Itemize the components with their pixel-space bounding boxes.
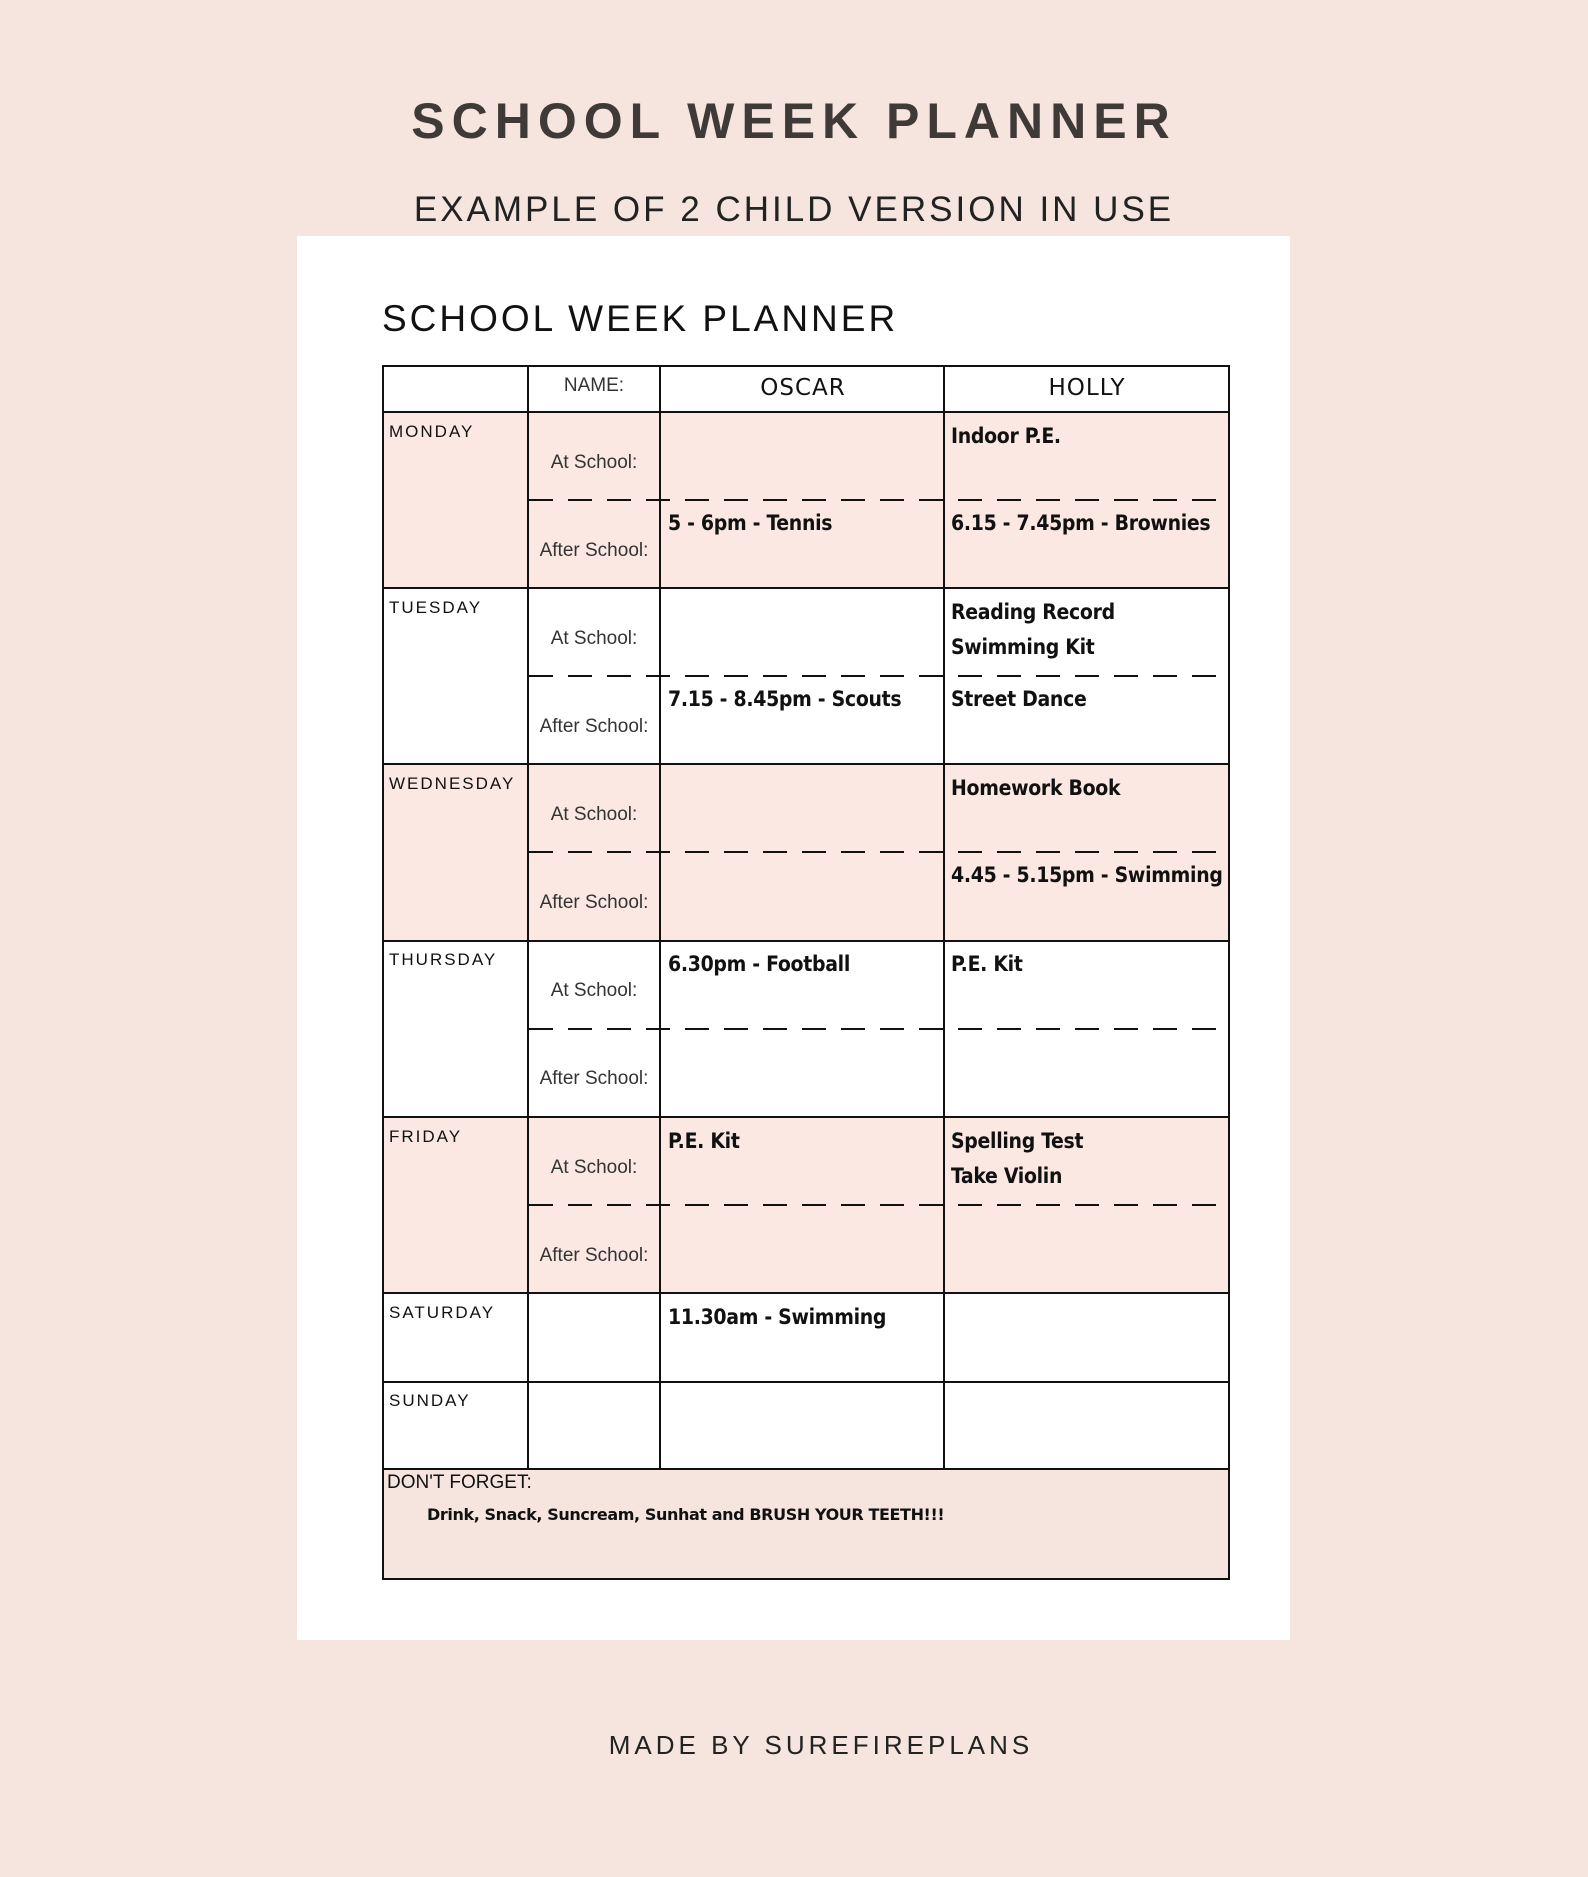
entry-oscar-saturday: 11.30am - Swimming — [668, 1305, 887, 1329]
grid-line — [527, 365, 529, 1470]
entry-holly-at-tuesday: Reading Record Swimming Kit — [951, 600, 1115, 659]
dashed-divider — [529, 1028, 1230, 1030]
day-label: FRIDAY — [389, 1127, 463, 1146]
after-school-label: After School: — [539, 716, 649, 737]
page-subtitle: EXAMPLE OF 2 CHILD VERSION IN USE — [413, 190, 1175, 229]
day-label: THURSDAY — [389, 950, 498, 969]
planner-sheet — [297, 236, 1290, 1640]
dashed-divider — [529, 851, 1230, 853]
dashed-divider — [529, 675, 1230, 677]
dont-forget-label: DON'T FORGET: — [387, 1472, 532, 1493]
entry-holly-at-friday: Spelling Test Take Violin — [951, 1129, 1084, 1188]
entry-holly-at-monday: Indoor P.E. — [951, 424, 1061, 448]
grid-line — [382, 1381, 1230, 1383]
grid-line — [382, 365, 384, 1580]
day-label: TUESDAY — [389, 598, 483, 617]
planner-grid — [382, 365, 1230, 1581]
dashed-divider — [529, 1204, 1230, 1206]
credit-text: MADE BY SUREFIREPLANS — [608, 1730, 1034, 1760]
after-school-label: After School: — [539, 540, 649, 561]
after-school-label: After School: — [539, 1068, 649, 1089]
entry-oscar-after-monday: 5 - 6pm - Tennis — [668, 511, 833, 535]
day-label: MONDAY — [389, 422, 475, 441]
entry-holly-at-thursday: P.E. Kit — [951, 952, 1023, 976]
at-school-label: At School: — [550, 804, 638, 825]
page-title: SCHOOL WEEK PLANNER — [411, 93, 1177, 149]
child-name-oscar: OSCAR — [760, 375, 846, 401]
entry-oscar-after-tuesday: 7.15 - 8.45pm - Scouts — [668, 687, 902, 711]
at-school-label: At School: — [550, 980, 638, 1001]
grid-line — [382, 940, 1230, 942]
entry-holly-after-wednesday: 4.45 - 5.15pm - Swimming — [951, 863, 1223, 887]
at-school-label: At School: — [550, 628, 638, 649]
entry-holly-at-wednesday: Homework Book — [951, 776, 1121, 800]
day-label: SUNDAY — [389, 1391, 471, 1410]
at-school-label: At School: — [550, 1157, 638, 1178]
day-label: SATURDAY — [389, 1303, 496, 1322]
name-label: NAME: — [563, 375, 625, 396]
grid-line — [1228, 365, 1230, 1580]
grid-line — [382, 1468, 1230, 1470]
grid-line — [382, 587, 1230, 589]
grid-line — [943, 365, 945, 1470]
child-name-holly: HOLLY — [1048, 375, 1126, 401]
entry-oscar-at-thursday: 6.30pm - Football — [668, 952, 850, 976]
grid-line — [382, 1292, 1230, 1294]
at-school-label: At School: — [550, 452, 638, 473]
entry-holly-after-tuesday: Street Dance — [951, 687, 1087, 711]
grid-line — [382, 1116, 1230, 1118]
dashed-divider — [529, 499, 1230, 501]
entry-holly-after-monday: 6.15 - 7.45pm - Brownies — [951, 511, 1211, 535]
sheet-title: SCHOOL WEEK PLANNER — [382, 298, 899, 339]
after-school-label: After School: — [539, 1245, 649, 1266]
after-school-label: After School: — [539, 892, 649, 913]
day-label: WEDNESDAY — [389, 774, 516, 793]
grid-line — [382, 763, 1230, 765]
grid-line — [382, 365, 1230, 367]
entry-oscar-at-friday: P.E. Kit — [668, 1129, 740, 1153]
grid-line — [659, 365, 661, 1470]
grid-line — [382, 411, 1230, 413]
grid-line — [382, 1578, 1230, 1580]
dont-forget-text: Drink, Snack, Suncream, Sunhat and BRUSH YOUR TEETH!!! — [427, 1505, 945, 1524]
